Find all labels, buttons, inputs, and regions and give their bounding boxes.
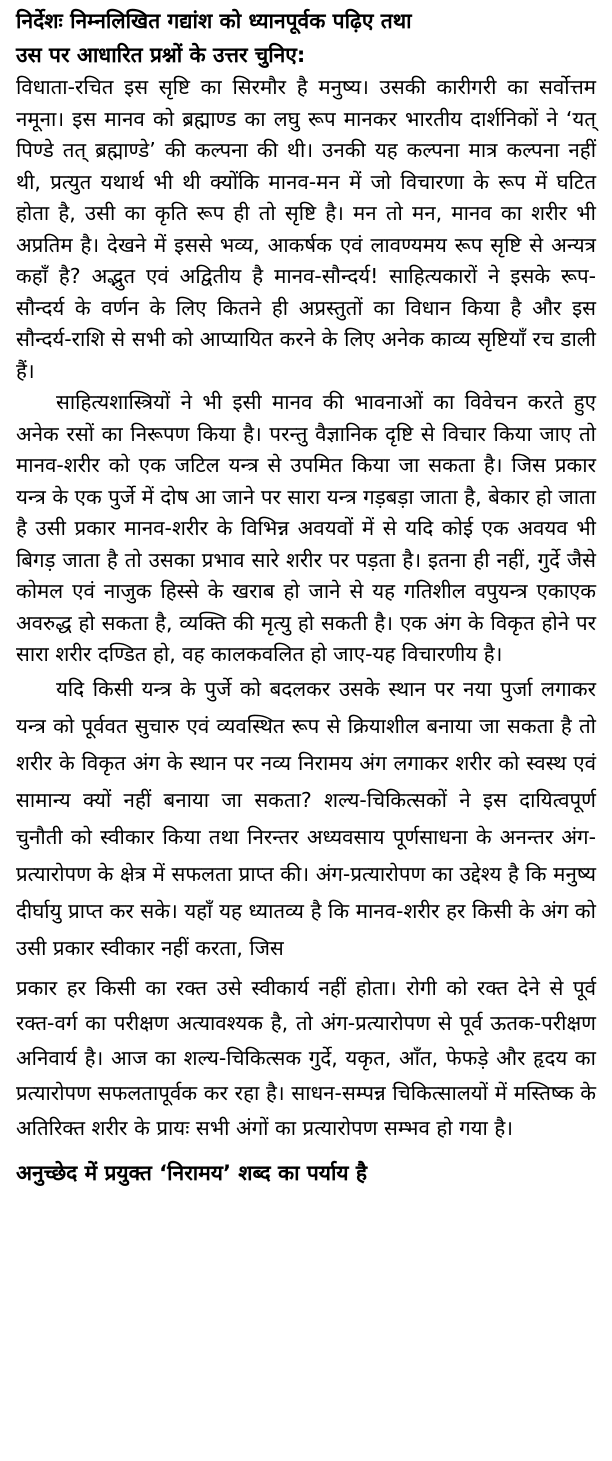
passage-paragraph-3: यदि किसी यन्त्र के पुर्जे को बदलकर उसके स्थान पर नया पुर्जा लगाकर यन्त्र को पूर्ववत सुचारु एवं व्यवस्थित रूप से क्रियाशील बनाया जा सकता है तो शरीर के विकृत अंग के स्थान पर नव्य निरामय अंग लगाकर शरीर को स्वस्थ एवं सामान्य क्यों नहीं बनाया जा सकता? शल्य-चिकित्सकों ने इस दायित्वपूर्ण चुनौती को स्वीकार किया तथा निरन्तर अध्यवसाय पूर्णसाधना के अनन्तर अंग-प्रत्यारोपण के क्षेत्र में सफलता प्राप्त की। अंग-प्रत्यारोपण का उद्देश्य है कि मनुष्य दीर्घायु प्राप्त कर सके। यहाँ यह ध्यातव्य है कि मानव-शरीर हर किसी के अंग को उसी प्रकार स्वीकार नहीं करता, जिस <box>16 676 596 960</box>
instruction-line-2: उस पर आधारित प्रश्नों के उत्तर चुनिए: <box>16 43 306 67</box>
passage-paragraph-4: प्रकार हर किसी का रक्त उसे स्वीकार्य नहीं होता। रोगी को रक्त देने से पूर्व रक्त-वर्ग का परीक्षण अत्यावश्यक है, तो अंग-प्रत्यारोपण से पूर्व ऊतक-परीक्षण अनिवार्य है। आज का शल्य-चिकित्सक गुर्दे, यकृत, आँत, फेफड़े और हृदय का प्रत्यारोपण सफलतापूर्वक कर रहा है। साधन-सम्पन्न चिकित्सालयों में मस्तिष्क के अतिरिक्त शरीर के प्रायः सभी अंगों का प्रत्यारोपण सम्भव हो गया है। <box>16 975 596 1140</box>
instruction-line-1: निर्देशः निम्नलिखित गद्यांश को ध्यानपूर्वक पढ़िए तथा <box>16 9 412 33</box>
question-text: अनुच्छेद में प्रयुक्त ‘निरामय’ शब्द का पर्याय है <box>16 1160 368 1185</box>
passage-paragraph-2: साहित्यशास्त्रियों ने भी इसी मानव की भावनाओं का विवेचन करते हुए अनेक रसों का निरूपण किया है। परन्तु वैज्ञानिक दृष्टि से विचार किया जाए तो मानव-शरीर को एक जटिल यन्त्र से उपमित किया जा सकता है। जिस प्रकार यन्त्र के एक पुर्जे में दोष आ जाने पर सारा यन्त्र गड़बड़ा जाता है, बेकार हो जाता है उसी प्रकार मानव-शरीर के विभिन्न अवयवों में से यदि कोई एक अवयव भी बिगड़ जाता है तो उसका प्रभाव सारे शरीर पर पड़ता है। इतना ही नहीं, गुर्दे जैसे कोमल एवं नाजुक हिस्से के खराब हो जाने से यह गतिशील वपुयन्त्र एकाएक अवरुद्ध हो सकता है, व्यक्ति की मृत्यु हो सकती है। एक अंग के विकृत होने पर सारा शरीर दण्डित हो, वह कालकवलित हो जाए-यह विचारणीय है। <box>16 390 596 666</box>
passage-paragraph-1: विधाता-रचित इस सृष्टि का सिरमौर है मनुष्य। उसकी कारीगरी का सर्वोत्तम नमूना। इस मानव को ब्रह्माण्ड का लघु रूप मानकर भारतीय दार्शनिकों ने ‘यत् पिण्डे तत् ब्रह्माण्डे’ की कल्पना की थी। उनकी यह कल्पना मात्र कल्पना नहीं थी, प्रत्युत यथार्थ भी थी क्योंकि मानव-मन में जो विचारणा के रूप में घटित होता है, उसी का कृति रूप ही तो सृष्टि है। मन तो मन, मानव का शरीर भी अप्रतिम है। देखने में इससे भव्य, आकर्षक एवं लावण्यमय रूप सृष्टि से अन्यत्र कहाँ है? अद्भुत एवं अद्वितीय है मानव-सौन्दर्य! साहित्यकारों ने इसके रूप-सौन्दर्य के वर्णन के लिए कितने ही अप्रस्तुतों का विधान किया है और इस सौन्दर्य-राशि से सभी को आप्यायित करने के लिए अनेक काव्य सृष्टियाँ रच डाली हैं। <box>16 75 596 383</box>
instruction-heading <box>16 4 596 72</box>
